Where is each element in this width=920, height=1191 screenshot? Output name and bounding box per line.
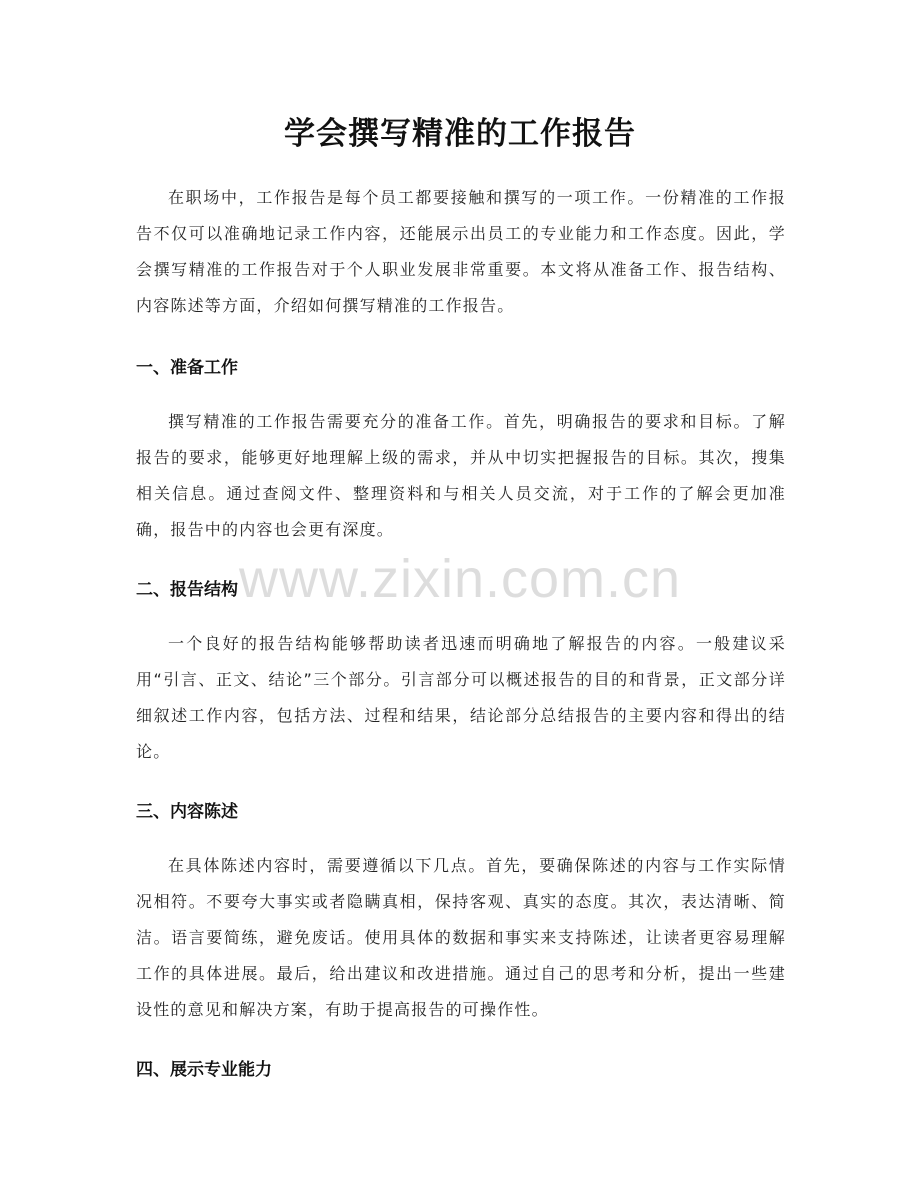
document-title: 学会撰写精准的工作报告 <box>284 116 636 152</box>
section-heading-preparation: 一、准备工作 <box>136 358 238 378</box>
watermark: www.zixin.com.cn <box>238 549 682 609</box>
section-body-structure: 一个良好的报告结构能够帮助读者迅速而明确地了解报告的内容。一般建议采用“引言、正文、结论”三个部分。引言部分可以概述报告的目的和背景，正文部分详细叙述工作内容，包括方法、过程和结果，结论部分总结报告的主要内容和得出的结论。 <box>136 634 786 761</box>
section-heading-expertise: 四、展示专业能力 <box>136 1060 272 1080</box>
section-heading-structure: 二、报告结构 <box>136 580 238 600</box>
document-body <box>136 180 786 1088</box>
intro-paragraph: 在职场中，工作报告是每个员工都要接触和撰写的一项工作。一份精准的工作报告不仅可以准确地记录工作内容，还能展示出员工的专业能力和工作态度。因此，学会撰写精准的工作报告对于个人职业发展非常重要。本文将从准备工作、报告结构、内容陈述等方面，介绍如何撰写精准的工作报告。 <box>136 188 786 315</box>
section-body-preparation: 撰写精准的工作报告需要充分的准备工作。首先，明确报告的要求和目标。了解报告的要求，能够更好地理解上级的需求，并从中切实把握报告的目标。其次，搜集相关信息。通过查阅文件、整理资料和与相关人员交流，对于工作的了解会更加准确，报告中的内容也会更有深度。 <box>136 412 786 539</box>
section-body-content: 在具体陈述内容时，需要遵循以下几点。首先，要确保陈述的内容与工作实际情况相符。不要夸大事实或者隐瞒真相，保持客观、真实的态度。其次，表达清晰、简洁。语言要简练，避免废话。使用具体的数据和事实来支持陈述，让读者更容易理解工作的具体进展。最后，给出建议和改进措施。通过自己的思考和分析，提出一些建设性的意见和解决方案，有助于提高报告的可操作性。 <box>136 856 786 1019</box>
section-heading-content: 三、内容陈述 <box>136 802 238 822</box>
